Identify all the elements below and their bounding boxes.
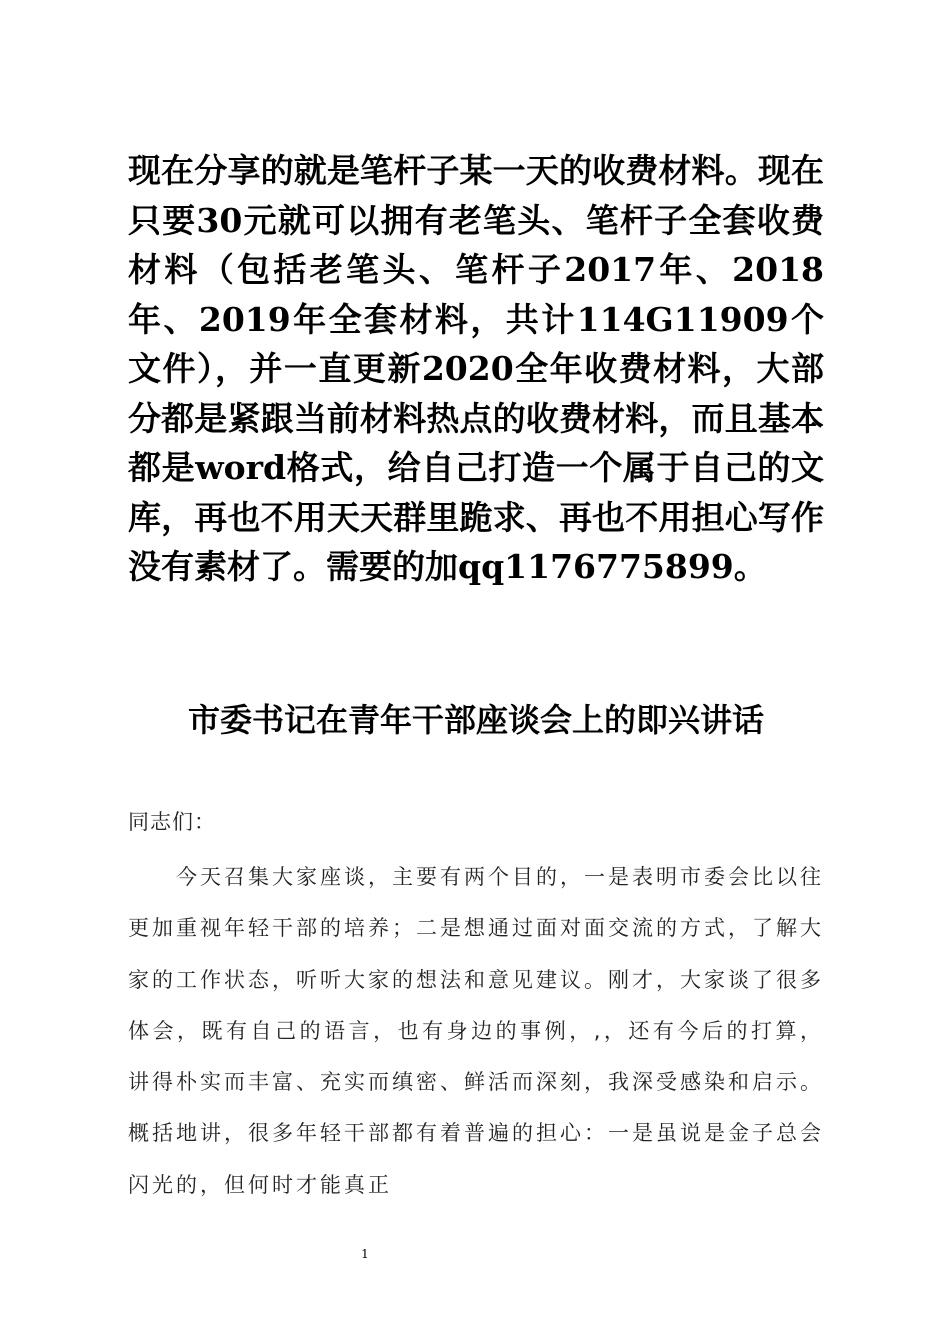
body-paragraph: 今天召集大家座谈，主要有两个目的，一是表明市委会比以往更加重视年轻干部的培养；二是想通过面对面交流的方式，了解大家的工作状态，听听大家的想法和意见建议。刚才，大家谈了很多体会，既有自己的语言，也有身边的事例，,，还有今后的打算，讲得朴实而丰富、充实而缜密、鲜活而深刻，我深受感染和启示。概括地讲，很多年轻干部都有着普遍的担心：一是虽说是金子总会闪光的，但何时才能真正 <box>128 865 824 1197</box>
document-title: 市委书记在青年干部座谈会上的即兴讲话 <box>187 701 764 739</box>
salutation: 同志们： <box>128 810 216 834</box>
page-number: 1 <box>361 1247 369 1261</box>
promo-paragraph: 现在分享的就是笔杆子某一天的收费材料。现在只要30元就可以拥有老笔头、笔杆子全套收费材料（包括老笔头、笔杆子2017年、2018年、2019年全套材料，共计114G11909个文件），并一直更新2020全年收费材料，大部分都是紧跟当前材料热点的收费材料，而且基本都是word格式，给自己打造一个属于自己的文库，再也不用天天群里跪求、再也不用担心写作没有素材了。需要的加qq1176775899。 <box>128 151 824 586</box>
